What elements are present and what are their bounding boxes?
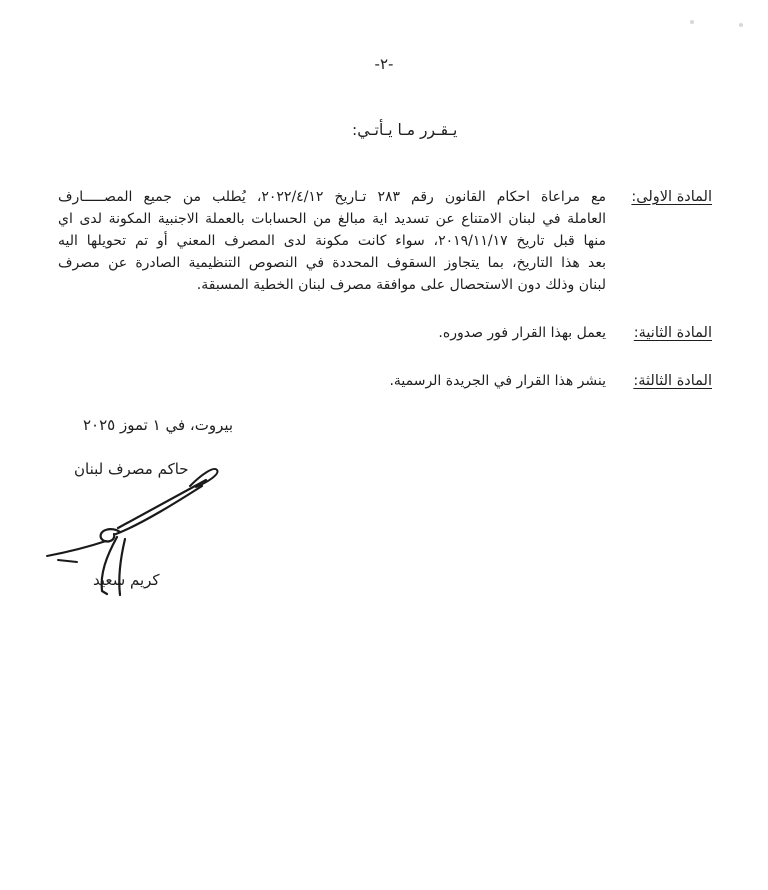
signature-arrowhead bbox=[190, 469, 217, 487]
signature-tail bbox=[47, 541, 106, 556]
article-line: منها قبل تاريخ ٢٠١٩/١١/١٧، سواء كانت مكونة لدى المصرف المعني أو تم تحويلها اليه bbox=[58, 233, 606, 249]
article-line: العاملة في لبنان الامتناع عن تسديد اية مبالغ من الحسابات بالعملة الاجنبية المكونة لدى اي bbox=[58, 211, 606, 227]
articles-section bbox=[56, 186, 712, 392]
signatory-name: كريم سعيد bbox=[93, 571, 160, 589]
signature-swoosh-lower bbox=[116, 486, 202, 534]
scan-speck bbox=[739, 23, 743, 27]
signature-knot bbox=[101, 529, 120, 541]
article-line: مع مراعاة احكام القانون رقم ٢٨٣ تـاريخ ٢٠٢٢/٤/١٢، يُطلب من جميع المصـــــارف bbox=[58, 189, 607, 205]
article-line: يعمل بهذا القرار فور صدوره. bbox=[438, 325, 606, 341]
article-label: المادة الاولى: bbox=[631, 189, 712, 205]
article-body bbox=[58, 186, 606, 296]
article-third bbox=[56, 370, 712, 392]
page-number: -٢- bbox=[374, 55, 394, 73]
article-body bbox=[58, 370, 606, 392]
article-line: لبنان وذلك دون الاستحصال على موافقة مصرف لبنان الخطية المسبقة. bbox=[196, 277, 606, 293]
article-label: المادة الثانية: bbox=[633, 325, 712, 341]
signature-swoosh-upper bbox=[118, 480, 206, 528]
article-first bbox=[56, 186, 712, 296]
signature-dash bbox=[58, 560, 77, 562]
signatory-title: حاكم مصرف لبنان bbox=[74, 460, 189, 478]
article-label: المادة الثالثة: bbox=[633, 373, 712, 389]
article-line: ينشر هذا القرار في الجريدة الرسمية. bbox=[389, 373, 606, 389]
article-line: بعد هذا التاريخ، بما يتجاوز السقوف المحددة في النصوص التنظيمية الصادرة عن مصرف bbox=[58, 255, 606, 271]
decree-heading: يـقـرر مـا يـأتـي: bbox=[352, 121, 458, 139]
article-body bbox=[58, 322, 606, 344]
article-second bbox=[56, 322, 712, 344]
scan-speck bbox=[690, 20, 694, 24]
date-line: بيروت، في ١ تموز ٢٠٢٥ bbox=[83, 416, 234, 434]
